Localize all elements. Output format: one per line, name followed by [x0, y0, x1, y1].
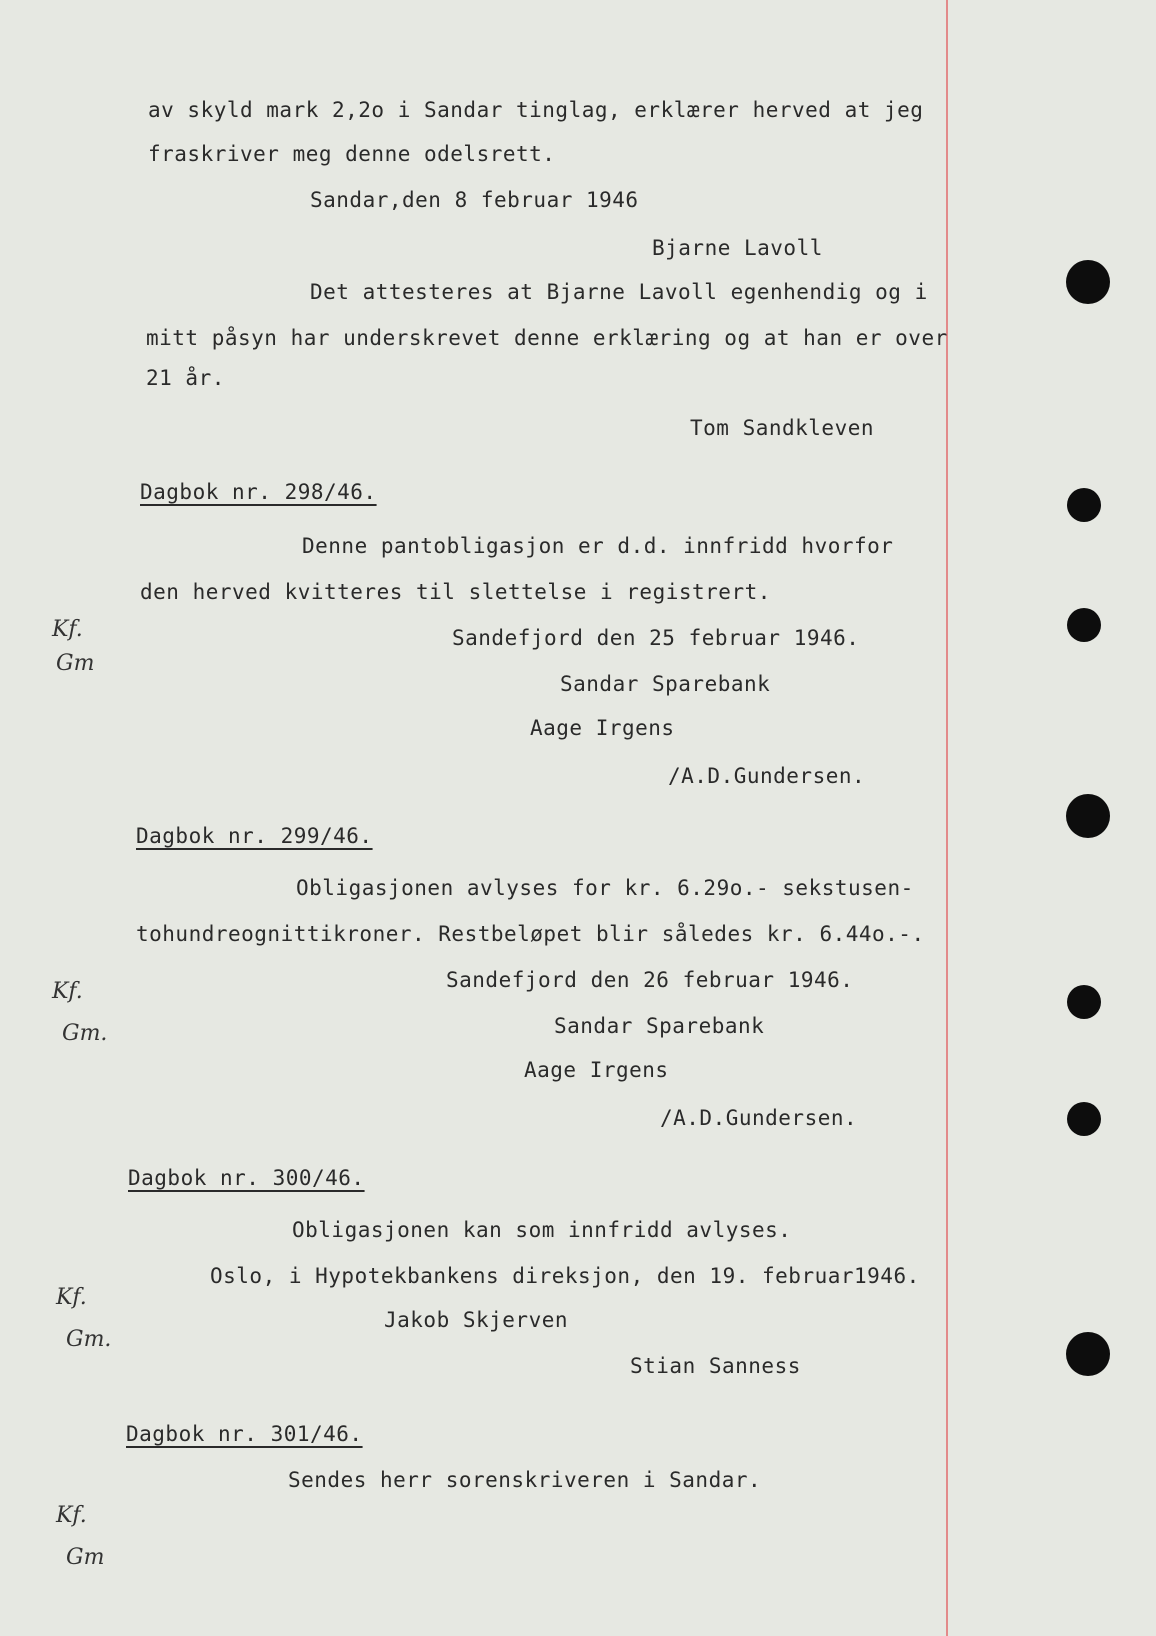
margin-rule: [946, 0, 948, 1636]
entry-title: Dagbok nr. 301/46.: [126, 1422, 363, 1446]
margin-note: Kf.: [52, 617, 83, 642]
text-line: fraskriver meg denne odelsrett.: [148, 142, 556, 166]
binder-hole: [1066, 1332, 1110, 1376]
place-date: Sandefjord den 26 februar 1946.: [446, 968, 854, 992]
place-date: Oslo, i Hypotekbankens direksjon, den 19. februar1946.: [210, 1264, 920, 1288]
entry-title: Dagbok nr. 298/46.: [140, 480, 377, 504]
entry-title: Dagbok nr. 299/46.: [136, 824, 373, 848]
signature: Aage Irgens: [524, 1058, 669, 1082]
signature: Bjarne Lavoll: [652, 236, 823, 260]
binder-hole: [1067, 985, 1101, 1019]
signature: /A.D.Gundersen.: [660, 1106, 858, 1130]
text-line: mitt påsyn har underskrevet denne erklæring og at han er over: [146, 326, 948, 350]
place-date: Sandar,den 8 februar 1946: [310, 188, 639, 212]
text-line: 21 år.: [146, 366, 225, 390]
margin-note: Kf.: [56, 1285, 87, 1310]
binder-hole: [1066, 794, 1110, 838]
margin-note: Gm: [66, 1545, 105, 1570]
signature: Sandar Sparebank: [554, 1014, 765, 1038]
signature: Tom Sandkleven: [690, 416, 875, 440]
place-date: Sandefjord den 25 februar 1946.: [452, 626, 860, 650]
signature: Stian Sanness: [630, 1354, 801, 1378]
margin-note: Gm: [56, 651, 95, 676]
margin-note: Gm.: [62, 1021, 108, 1046]
text-line: Obligasjonen avlyses for kr. 6.29o.- sekstusen-: [296, 876, 914, 900]
margin-note: Kf.: [56, 1503, 87, 1528]
margin-note: Gm.: [66, 1327, 112, 1352]
binder-hole: [1067, 1102, 1101, 1136]
text-line: Denne pantobligasjon er d.d. innfridd hvorfor: [302, 534, 894, 558]
signature: Aage Irgens: [530, 716, 675, 740]
margin-note: Kf.: [52, 979, 83, 1004]
text-line: den herved kvitteres til slettelse i registrert.: [140, 580, 771, 604]
binder-hole: [1066, 260, 1110, 304]
signature: Jakob Skjerven: [384, 1308, 569, 1332]
binder-hole: [1067, 488, 1101, 522]
text-line: av skyld mark 2,2o i Sandar tinglag, erklærer herved at jeg: [148, 98, 924, 122]
entry-title: Dagbok nr. 300/46.: [128, 1166, 365, 1190]
text-line: Obligasjonen kan som innfridd avlyses.: [292, 1218, 792, 1242]
text-line: Sendes herr sorenskriveren i Sandar.: [288, 1468, 762, 1492]
signature: Sandar Sparebank: [560, 672, 771, 696]
binder-hole: [1067, 608, 1101, 642]
text-line: Det attesteres at Bjarne Lavoll egenhendig og i: [310, 280, 928, 304]
text-line: tohundreognittikroner. Restbeløpet blir således kr. 6.44o.-.: [136, 922, 925, 946]
signature: /A.D.Gundersen.: [668, 764, 866, 788]
